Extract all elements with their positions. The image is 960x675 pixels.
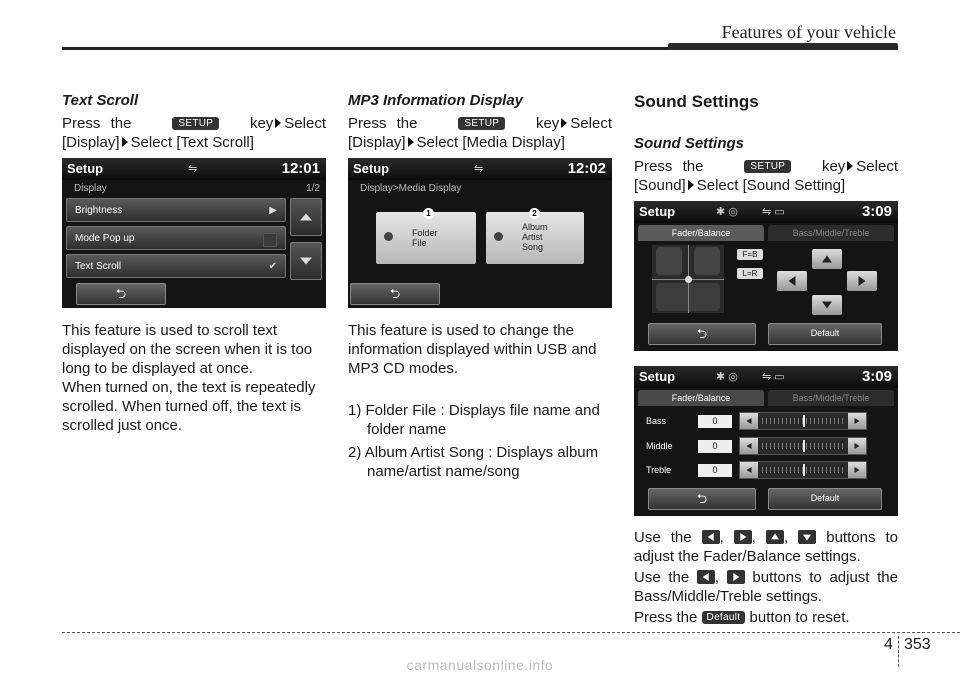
balance-right-button[interactable]	[847, 271, 877, 291]
seat-diagram[interactable]	[652, 245, 724, 313]
scroll-up-button[interactable]	[290, 198, 322, 236]
instruction-mp3-info: Press the SETUP key Select [Display] Select [Media Display]	[348, 115, 612, 151]
list-item: 1) Folder File : Displays file name and folder name	[348, 402, 600, 438]
paragraph-reset: Press the Default button to reset.	[634, 609, 850, 626]
heading-mp3-info: MP3 Information Display	[348, 92, 524, 109]
back-button[interactable]: ⮌	[648, 488, 756, 510]
heading-sound-settings: Sound Settings	[634, 135, 744, 152]
back-button[interactable]: ⮌	[76, 283, 166, 305]
arrow-right-icon	[847, 161, 853, 171]
footer-divider	[898, 636, 900, 667]
middle-value: 0	[698, 440, 732, 453]
screen-media-display	[348, 158, 612, 308]
section-title: Features of your vehicle	[721, 22, 896, 42]
paragraph-mp3-info: This feature is used to change the information displayed within USB and MP3 CD modes.	[348, 322, 597, 377]
fader-up-button[interactable]	[812, 249, 842, 269]
paragraph-fader-balance: Use the , , , buttons to adjust the Fader/Balance settings.	[634, 529, 898, 565]
balance-value: L=R	[737, 268, 763, 279]
screen-fader-balance	[634, 201, 898, 351]
scroll-down-button[interactable]	[290, 242, 322, 280]
radio-icon	[384, 232, 393, 241]
screen-clock: 12:01	[281, 160, 320, 177]
paragraph-text-scroll-1: This feature is used to scroll text displayed on the screen when it is too long to be displayed at once.	[62, 322, 313, 377]
tab-bass-middle-treble[interactable]: Bass/Middle/Treble	[768, 225, 894, 241]
heading-text-scroll: Text Scroll	[62, 92, 139, 109]
screen-clock: 12:02	[567, 160, 606, 177]
menu-row-mode-pop-up[interactable]: Mode Pop up	[66, 226, 286, 250]
menu-row-brightness[interactable]: Brightness ▶	[66, 198, 286, 222]
setup-key-icon: SETUP	[172, 117, 219, 130]
usb-icon: ⇋ ▭	[762, 371, 785, 383]
bass-label: Bass	[646, 416, 667, 426]
bass-value: 0	[698, 415, 732, 428]
tab-bass-middle-treble[interactable]: Bass/Middle/Treble	[768, 390, 894, 406]
right-arrow-button-icon	[727, 570, 745, 584]
screen-title: Setup	[353, 161, 390, 176]
page-number: 353	[904, 636, 931, 653]
setup-key-icon: SETUP	[744, 160, 791, 173]
left-arrow-button-icon	[697, 570, 715, 584]
right-arrow-button-icon	[734, 530, 752, 544]
bluetooth-icon: ✱ ◎	[716, 206, 738, 218]
radio-icon	[494, 232, 503, 241]
screen-title: Setup	[639, 369, 676, 384]
default-button[interactable]: Default	[768, 488, 882, 510]
treble-slider[interactable]	[739, 461, 867, 479]
arrow-right-icon	[275, 118, 281, 128]
screen-title: Setup	[639, 204, 676, 219]
screen-clock: 3:09	[861, 368, 892, 385]
arrow-right-icon	[688, 180, 694, 190]
screen-title: Setup	[67, 161, 104, 176]
callout-1: 1	[423, 208, 434, 219]
screen-subtitle: Display	[74, 183, 107, 194]
arrow-right-icon	[408, 137, 414, 147]
usb-icon: ⇋	[474, 163, 484, 175]
balance-left-button[interactable]	[777, 271, 807, 291]
default-button[interactable]: Default	[768, 323, 882, 345]
option-album-artist-song[interactable]: Album Artist Song	[486, 212, 584, 264]
watermark: carmanualsonline.info	[406, 657, 554, 673]
back-button[interactable]: ⮌	[350, 283, 440, 305]
chapter-number: 4	[884, 636, 893, 653]
instruction-text-scroll: Press the SETUP key Select [Display] Select [Text Scroll]	[62, 115, 326, 151]
tab-fader-balance[interactable]: Fader/Balance	[638, 225, 764, 241]
instruction-sound: Press the SETUP key Select [Sound] Select [Sound Setting]	[634, 158, 898, 194]
left-arrow-button-icon	[702, 530, 720, 544]
setup-key-icon: SETUP	[458, 117, 505, 130]
arrow-right-icon	[561, 118, 567, 128]
screen-subtitle: Display>Media Display	[360, 183, 462, 194]
usb-icon: ⇋ ▭	[762, 206, 785, 218]
bass-slider[interactable]	[739, 412, 867, 430]
paragraph-bass-middle-treble: Use the , buttons to adjust the Bass/Middle/Treble settings.	[634, 569, 898, 605]
treble-label: Treble	[646, 465, 672, 475]
option-folder-file[interactable]: Folder File	[376, 212, 476, 264]
section-heading-sound: Sound Settings	[634, 92, 759, 111]
list-item: 2) Album Artist Song : Displays album name/artist name/song	[348, 444, 599, 480]
treble-value: 0	[698, 464, 732, 477]
back-button[interactable]: ⮌	[648, 323, 756, 345]
fader-down-button[interactable]	[812, 295, 842, 315]
middle-label: Middle	[646, 441, 673, 451]
page-indicator: 1/2	[306, 183, 320, 194]
usb-icon: ⇋	[188, 163, 198, 175]
screen-bass-middle-treble	[634, 366, 898, 516]
option-list	[348, 401, 612, 485]
tab-fader-balance[interactable]: Fader/Balance	[638, 390, 764, 406]
bluetooth-icon: ✱ ◎	[716, 371, 738, 383]
middle-slider[interactable]	[739, 437, 867, 455]
up-arrow-button-icon	[766, 530, 784, 544]
screen-text-scroll	[62, 158, 326, 308]
paragraph-text-scroll-2: When turned on, the text is repeatedly scrolled. When turned off, the text is scrolled just once.	[62, 379, 316, 434]
menu-row-text-scroll[interactable]: Text Scroll ✔	[66, 254, 286, 278]
header-tab	[668, 43, 898, 50]
footer-rule	[62, 632, 960, 633]
arrow-right-icon	[122, 137, 128, 147]
down-arrow-button-icon	[798, 530, 816, 544]
callout-2: 2	[529, 208, 540, 219]
fader-value: F=B	[737, 249, 763, 260]
default-key-icon: Default	[702, 611, 746, 624]
screen-clock: 3:09	[861, 203, 892, 220]
